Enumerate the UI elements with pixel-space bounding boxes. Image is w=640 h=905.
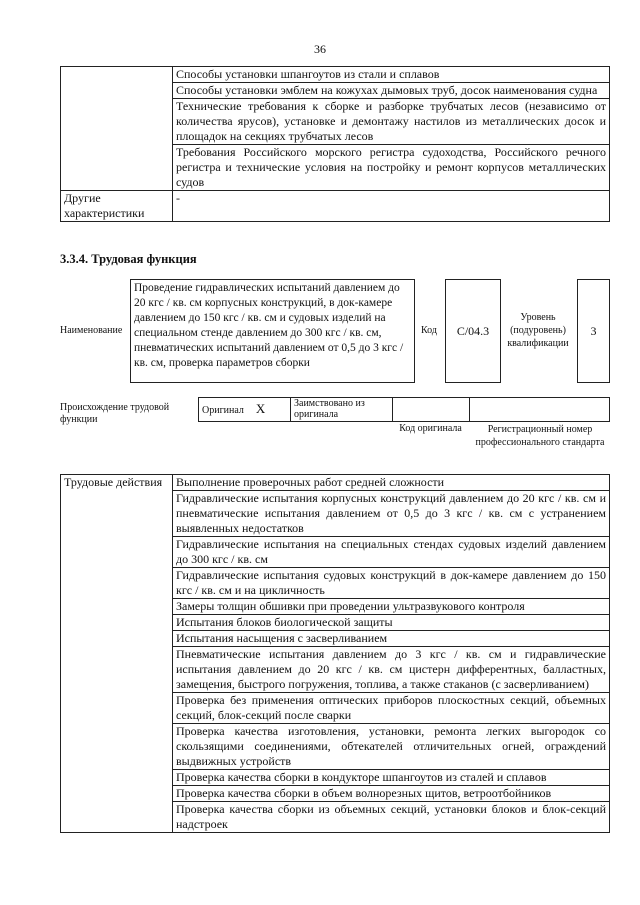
other-characteristics-label: Другие характеристики (61, 191, 173, 222)
reg-number-cell (470, 398, 610, 422)
qualification-level: 3 (577, 279, 610, 383)
labor-actions-table (60, 474, 610, 833)
borrowed-label: Заимствовано из оригинала (291, 398, 393, 422)
empty-label-cell (61, 67, 173, 191)
function-name: Проведение гидравлических испытаний давлением до 20 кгс / кв. см корпусных конструкций, в док-камере давлением до 150 кгс / кв. см и судовых изделий на специальном стенде давлением до 300 кгс / кв. см, пневматических испытаний давлением от 0,5 до 3 кгс / кв. см, проверка параметров сборки (130, 279, 415, 383)
table-row: Способы установки шпангоутов из стали и сплавов (173, 67, 610, 83)
table-row: Требования Российского морского регистра судоходства, Российского речного регистра и технические условия на постройку и ремонт корпусов металлических судов (173, 145, 610, 191)
list-item: Испытания блоков биологической защиты (173, 615, 610, 631)
origin-table (198, 397, 610, 422)
table-row: Технические требования к сборке и разборке трубчатых лесов (независимо от количества ярусов), установке и демонтажу настилов из металлических досок и площадок на секциях трубчатых лесов (173, 99, 610, 145)
list-item: Проверка качества сборки в объем волнорезных щитов, ветроотбойников (173, 786, 610, 802)
list-item: Гидравлические испытания корпусных конструкций давлением до 20 кгс / кв. см и пневматические испытания давлением от 0,5 до 3 кгс / кв. см с устранением выявленных недостатков (173, 491, 610, 537)
list-item: Гидравлические испытания на специальных стендах судовых изделий давлением до 300 кгс / кв. см (173, 537, 610, 568)
list-item: Проверка без применения оптических приборов плоскостных секций, объемных секций, блок-секций после сварки (173, 693, 610, 724)
code-original-label: Код оригинала (399, 423, 462, 434)
other-characteristics-value: - (173, 191, 610, 222)
list-item: Выполнение проверочных работ средней сложности (173, 475, 610, 491)
top-characteristics-table (60, 66, 610, 222)
list-item: Проверка качества сборки из объемных секций, установки блоков и блок-секций надстроек (173, 802, 610, 833)
list-item: Пневматические испытания давлением до 3 кгс / кв. см и гидравлические испытания давлением до 20 кгс / кв. см цистерн дифферентных, балластных, замещения, быстрого погружения, топлива, а также стаканов (с засверливанием) (173, 647, 610, 693)
page-number: 36 (314, 42, 326, 56)
list-item: Проверка качества сборки в кондукторе шпангоутов из сталей и сплавов (173, 770, 610, 786)
original-label: Оригинал (202, 405, 244, 416)
original-mark: X (255, 401, 266, 416)
original-cell (199, 398, 291, 422)
labor-actions-label: Трудовые действия (61, 475, 173, 833)
code-original-cell (393, 398, 470, 422)
function-code: С/04.3 (445, 279, 501, 383)
name-label: Наименование (60, 325, 123, 336)
qualification-level-label: Уровень (подуровень) квалификации (507, 312, 569, 349)
origin-label: Происхождение трудовой функции (60, 402, 170, 425)
section-heading: 3.3.4. Трудовая функция (60, 252, 197, 266)
reg-number-label: Регистрационный номер профессионального стандарта (475, 424, 605, 448)
list-item: Замеры толщин обшивки при проведении ультразвукового контроля (173, 599, 610, 615)
code-label: Код (421, 325, 437, 336)
table-row: Способы установки эмблем на кожухах дымовых труб, досок наименования судна (173, 83, 610, 99)
list-item: Гидравлические испытания судовых конструкций в док-камере давлением до 150 кгс / кв. см и на цикличность (173, 568, 610, 599)
list-item: Проверка качества изготовления, установки, ремонта легких выгородок со скользящими соединениями, обтекателей отличительных огней, ограждений выдвижных устройств (173, 724, 610, 770)
list-item: Испытания насыщения с засверливанием (173, 631, 610, 647)
